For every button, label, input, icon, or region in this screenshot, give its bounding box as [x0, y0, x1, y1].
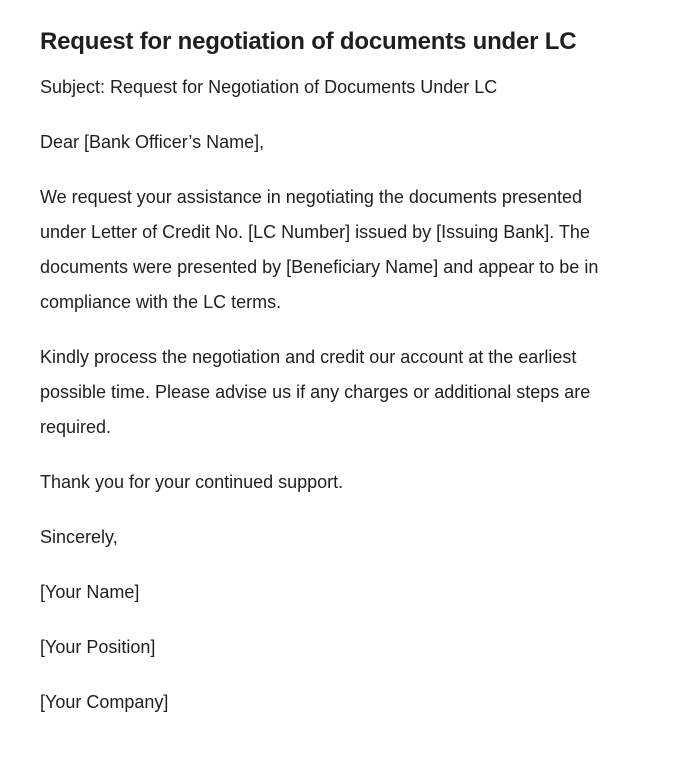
body-paragraph-1: We request your assistance in negotiating the documents presented under Letter of Credit No. [LC Number] issued by [Issuing Bank]. The documents were presented by [Beneficiary Name] and appear to be in compliance with the LC terms. — [40, 187, 599, 312]
document-title: Request for negotiation of documents under LC — [40, 28, 577, 55]
sign-off: Sincerely, — [40, 527, 118, 547]
subject-line: Subject: Request for Negotiation of Documents Under LC — [40, 77, 498, 97]
closing-thanks: Thank you for your continued support. — [40, 472, 344, 492]
body-paragraph-2: Kindly process the negotiation and credit our account at the earliest possible time. Please advise us if any charges or additional steps are required. — [40, 347, 591, 437]
signature-position-placeholder: [Your Position] — [40, 637, 156, 657]
signature-company-placeholder: [Your Company] — [40, 692, 169, 712]
salutation: Dear [Bank Officer’s Name], — [40, 132, 265, 152]
signature-name-placeholder: [Your Name] — [40, 582, 140, 602]
